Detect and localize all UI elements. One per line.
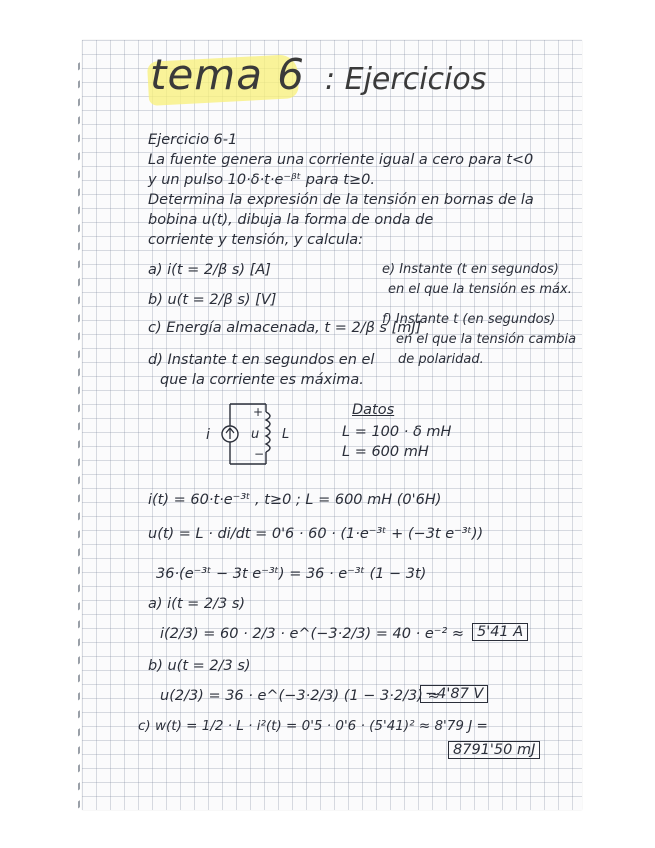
answer-b-box: −4'87 V	[420, 685, 488, 703]
binding-hole	[78, 272, 88, 286]
question-c: c) Energía almacenada, t = 2/β s [mJ]	[148, 320, 422, 336]
statement-line-4: bobina u(t), dibuja la forma de onda de	[148, 212, 434, 228]
solution-a-calc: i(2/3) = 60 · 2/3 · e^(−3·2/3) = 40 · e⁻² ≈	[160, 626, 464, 642]
solution-a-heading: a) i(t = 2/3 s)	[148, 596, 246, 612]
page-title: tema 6	[150, 50, 306, 99]
binding-hole	[78, 578, 88, 592]
binding-hole	[78, 614, 88, 628]
binding-hole	[78, 740, 88, 754]
question-e-line-1: e) Instante (t en segundos)	[382, 262, 559, 277]
question-a: a) i(t = 2/β s) [A]	[148, 262, 271, 278]
binding-hole	[78, 542, 88, 556]
binding-hole	[78, 416, 88, 430]
inductor-label: L	[282, 427, 290, 442]
binding-hole	[78, 560, 88, 574]
binding-hole	[78, 290, 88, 304]
binding-hole	[78, 308, 88, 322]
solution-line-1: i(t) = 60·t·e⁻³ᵗ , t≥0 ; L = 600 mH (0'6H)	[148, 492, 442, 508]
binding-hole	[78, 380, 88, 394]
answer-a-box: 5'41 A	[472, 623, 528, 641]
question-f-line-1: f) Instante t (en segundos)	[382, 312, 556, 327]
voltage-label: u	[251, 427, 260, 442]
question-f-line-2: en el que la tensión cambia	[396, 332, 577, 347]
minus-sign: −	[254, 447, 265, 461]
exercise-heading: Ejercicio 6-1	[148, 132, 238, 148]
binding-hole	[78, 398, 88, 412]
binding-hole	[78, 758, 88, 772]
statement-line-3: Determina la expresión de la tensión en bornas de la	[148, 192, 534, 208]
plus-sign: +	[253, 405, 264, 419]
page-subtitle: : Ejercicios	[325, 62, 487, 97]
statement-line-2: y un pulso 10·δ·t·e⁻ᵝᵗ para t≥0.	[148, 172, 375, 188]
solution-b-heading: b) u(t = 2/3 s)	[148, 658, 251, 674]
question-d-line-2: que la corriente es máxima.	[160, 372, 364, 388]
binding-hole	[78, 470, 88, 484]
binding-hole	[78, 668, 88, 682]
solution-line-3: 36·(e⁻³ᵗ − 3t e⁻³ᵗ) = 36 · e⁻³ᵗ (1 − 3t)	[156, 566, 427, 582]
binding-hole	[78, 452, 88, 466]
binding-hole	[78, 74, 88, 88]
binding-hole	[78, 254, 88, 268]
binding-hole	[78, 344, 88, 358]
binding-hole	[78, 650, 88, 664]
binding-hole	[78, 722, 88, 736]
binding-hole	[78, 434, 88, 448]
question-e-line-2: en el que la tensión es máx.	[388, 282, 572, 297]
source-label: i	[206, 427, 210, 443]
binding-hole	[78, 488, 88, 502]
solution-b-calc: u(2/3) = 36 · e^(−3·2/3) (1 − 3·2/3) ≈	[160, 688, 440, 704]
answer-b	[420, 686, 488, 702]
binding-hole	[78, 704, 88, 718]
circuit-diagram	[196, 398, 306, 470]
binding-hole	[78, 506, 88, 520]
binding-hole	[78, 686, 88, 700]
datos-line-1: L = 100 · δ mH	[342, 424, 452, 440]
statement-line-5: corriente y tensión, y calcula:	[148, 232, 364, 248]
binding-hole	[78, 236, 88, 250]
binding-hole	[78, 182, 88, 196]
answer-c	[448, 742, 540, 758]
solution-line-2: u(t) = L · di/dt = 0'6 · 60 · (1·e⁻³ᵗ + (−3t e⁻³ᵗ))	[148, 526, 484, 542]
binding-hole	[78, 200, 88, 214]
binding-hole	[78, 632, 88, 646]
binding-hole	[78, 92, 88, 106]
binding-hole	[78, 776, 88, 790]
binding-hole	[78, 524, 88, 538]
datos-heading: Datos	[352, 402, 395, 418]
binding-hole	[78, 362, 88, 376]
datos-line-2: L = 600 mH	[342, 444, 429, 460]
binding-hole	[78, 794, 88, 808]
answer-a	[472, 624, 528, 640]
solution-c-calc: c) w(t) = 1/2 · L · i²(t) = 0'5 · 0'6 · (5'41)² ≈ 8'79 J =	[138, 718, 488, 734]
binding-hole	[78, 596, 88, 610]
binding-hole	[78, 128, 88, 142]
binding-hole	[78, 56, 88, 70]
question-f-line-3: de polaridad.	[398, 352, 484, 367]
binding-hole	[78, 218, 88, 232]
question-b: b) u(t = 2/β s) [V]	[148, 292, 277, 308]
question-d-line-1: d) Instante t en segundos en el	[148, 352, 375, 368]
statement-line-1: La fuente genera una corriente igual a cero para t<0	[148, 152, 534, 168]
binding-hole	[78, 146, 88, 160]
spiral-binding	[78, 60, 90, 810]
binding-hole	[78, 164, 88, 178]
binding-hole	[78, 326, 88, 340]
binding-hole	[78, 110, 88, 124]
answer-c-box: 8791'50 mJ	[448, 741, 540, 759]
